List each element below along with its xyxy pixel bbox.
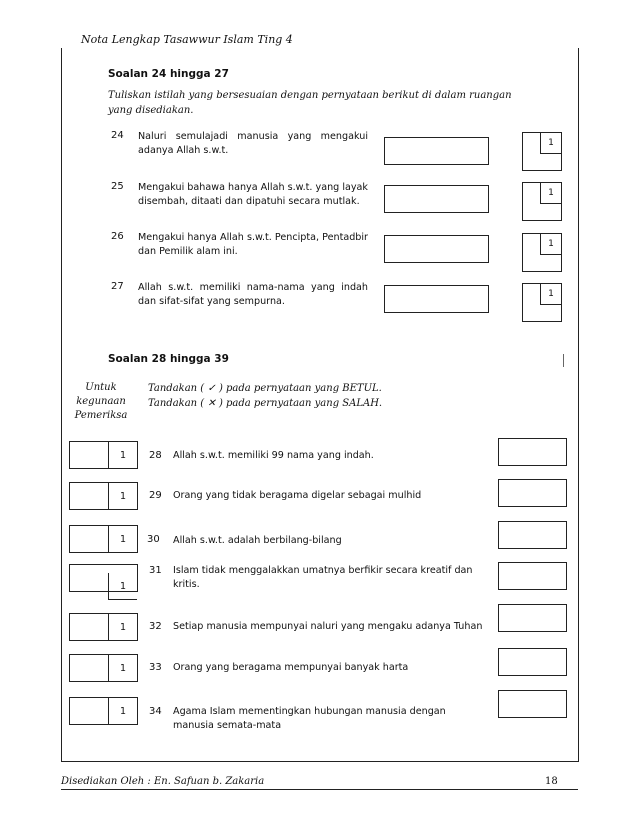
question-text: Allah s.w.t. adalah berbilang-bilang [173,535,342,546]
question-text: Orang yang tidak beragama digelar sebagai mulhid [173,490,422,501]
question-number: 27 [111,281,124,292]
marker-box [69,564,138,592]
question-number: 25 [111,181,124,192]
examiner-label-line: Untuk [85,382,117,393]
question-number: 34 [149,706,162,717]
question-number: 28 [149,450,162,461]
mark-value: 1 [108,614,137,640]
margin-tick [563,354,564,367]
marker-box [69,654,138,682]
marker-box [522,283,562,322]
marker-box [522,182,562,221]
answer-box[interactable] [384,285,489,313]
mark-value: 1 [108,573,137,600]
answer-box[interactable] [384,185,489,213]
answer-box[interactable] [498,479,567,507]
marker-box [522,132,562,171]
question-text: Agama Islam mementingkan hubungan manusia dengan manusia semata-mata [173,706,446,731]
answer-box[interactable] [498,648,567,676]
mark-value: 1 [108,526,137,552]
examiner-label-line: kegunaan [76,396,126,407]
marker-box [69,482,138,510]
examiner-use-label [62,381,140,423]
marker-box [522,233,562,272]
question-text: Mengakui bahawa hanya Allah s.w.t. yang layak disembah, ditaati dan dipatuhi secara mutlak. [138,182,368,207]
instruction-true: Tandakan ( ✓ ) pada pernyataan yang BETUL. [148,383,382,394]
question-number: 33 [149,662,162,673]
answer-box[interactable] [498,521,567,549]
question-text: Naluri semulajadi manusia yang mengakui adanya Allah s.w.t. [138,131,368,156]
section-b-title: Soalan 28 hingga 39 [108,353,229,365]
question-number: 29 [149,490,162,501]
marker-box [69,697,138,725]
answer-box[interactable] [384,137,489,165]
question-text: Setiap manusia mempunyai naluri yang mengaku adanya Tuhan [173,621,483,632]
document-header-title: Nota Lengkap Tasawwur Islam Ting 4 [81,33,293,46]
marker-box [69,613,138,641]
section-a-instruction: Tuliskan istilah yang bersesuaian dengan pernyataan berikut di dalam ruangan yang disediakan. [108,90,512,116]
mark-value: 1 [108,655,137,681]
marker-box [69,441,138,469]
examiner-label-line: Pemeriksa [74,410,128,421]
question-text: Mengakui hanya Allah s.w.t. Pencipta, Pentadbir dan Pemilik alam ini. [138,232,368,257]
answer-box[interactable] [498,690,567,718]
page-number: 18 [545,776,558,787]
mark-value: 1 [540,234,561,255]
answer-box[interactable] [384,235,489,263]
marker-box [69,525,138,553]
instruction-false: Tandakan ( ✕ ) pada pernyataan yang SALAH. [148,398,383,409]
answer-box[interactable] [498,438,567,466]
mark-value: 1 [540,284,561,305]
question-text: Allah s.w.t. memiliki 99 nama yang indah. [173,450,374,461]
question-number: 26 [111,231,124,242]
question-text: Allah s.w.t. memiliki nama-nama yang indah dan sifat-sifat yang sempurna. [138,282,368,307]
question-number: 31 [149,565,162,576]
question-text: Orang yang beragama mempunyai banyak harta [173,662,409,673]
question-number: 30 [147,534,160,545]
answer-box[interactable] [498,604,567,632]
mark-value: 1 [540,183,561,204]
mark-value: 1 [108,698,137,724]
section-a-title: Soalan 24 hingga 27 [108,68,229,80]
question-number: 24 [111,130,124,141]
answer-box[interactable] [498,562,567,590]
footer-rule [61,789,578,790]
footer-author: Disediakan Oleh : En. Safuan b. Zakaria [61,776,265,787]
mark-value: 1 [108,442,137,468]
mark-value: 1 [540,133,561,154]
question-text: Islam tidak menggalakkan umatnya berfikir secara kreatif dan kritis. [173,565,473,590]
question-number: 32 [149,621,162,632]
mark-value: 1 [108,483,137,509]
